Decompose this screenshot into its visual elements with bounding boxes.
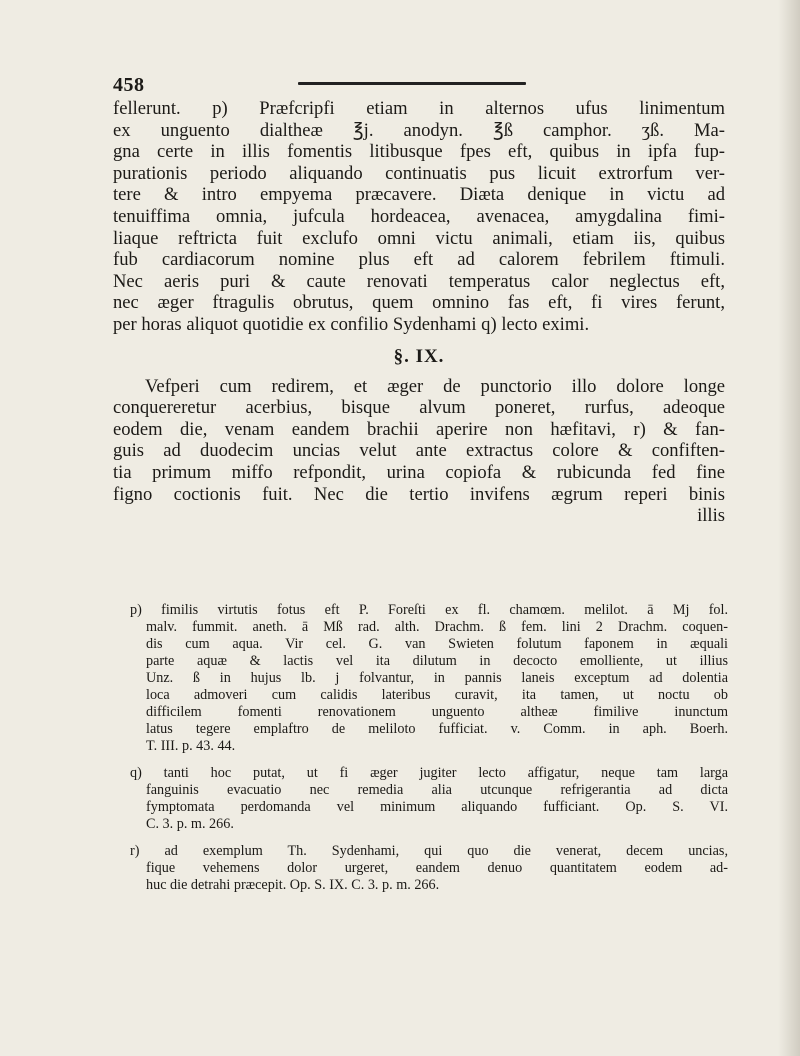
text-line: purationis periodo aliquando continuatis pus licuit extrorfum ver-	[113, 162, 725, 184]
text-line: illis	[697, 505, 725, 527]
footnote-line: fique vehemens dolor urgeret, eandem denuo quantitatem eodem ad-	[146, 860, 728, 876]
footnote	[130, 843, 728, 894]
footnote-line: r) ad exemplum Th. Sydenhami, qui quo die venerat, decem uncias,	[130, 843, 728, 859]
page-number: 458	[113, 74, 145, 96]
text-line: tere & intro empyema præcavere. Diæta denique in victu ad	[113, 184, 725, 206]
text-line: tenuiffima omnia, jufcula hordeacea, avenacea, amygdalina fimi-	[113, 205, 725, 227]
footnote-gap	[130, 755, 728, 765]
footnote-line: p) fimilis virtutis fotus eft P. Foreſti ex fl. chamœm. melilot. ā Mj fol.	[130, 602, 728, 618]
footnote-line: C. 3. p. m. 266.	[146, 816, 234, 832]
footnote	[130, 602, 728, 755]
text-line: liaque reftricta fuit exclufo omni victu animali, etiam iis, quibus	[113, 227, 725, 249]
footnote-line: difficilem fomenti renovationem unguento altheæ fimilive inunctum	[146, 704, 728, 720]
text-line: tia primum miffo refpondit, urina copiofa & rubicunda fed fine	[113, 461, 725, 483]
footnote-line: fanguinis evacuatio nec remedia alia utcunque refrigerantia ad dicta	[146, 782, 728, 798]
header-rule	[298, 82, 526, 85]
footnote-line: malv. fummit. aneth. ā Mß rad. alth. Drachm. ß fem. lini 2 Drachm. coquen-	[146, 619, 728, 635]
text-line: Nec aeris puri & caute renovati temperatus calor neglectus eft,	[113, 270, 725, 292]
footnote-line: q) tanti hoc putat, ut fi æger jugiter lecto affigatur, neque tam larga	[130, 765, 728, 781]
footnote-line: fymptomata perdomanda vel minimum aliquando fufficiant. Op. S. VI.	[146, 799, 728, 815]
footnote-line: Unz. ß in hujus lb. j folvantur, in pannis laneis exceptum ad dolentia	[146, 670, 728, 686]
text-line: conquereretur acerbius, bisque alvum poneret, rurfus, adeoque	[113, 397, 725, 419]
text-line: Vefperi cum redirem, et æger de punctorio illo dolore longe	[145, 375, 725, 397]
footnote-line: T. III. p. 43. 44.	[146, 738, 236, 754]
text-line: eodem die, venam eandem brachii aperire non hæfitavi, r) & fan-	[113, 418, 725, 440]
footnote-line: dis cum aqua. Vir cel. G. van Swieten folutum faponem in æquali	[146, 636, 728, 652]
text-line: fub cardiacorum nomine plus eft ad calorem febrilem ftimuli.	[113, 249, 725, 271]
paragraph-section-ix	[113, 376, 725, 527]
footnote	[130, 765, 728, 833]
text-line: gna certe in illis fomentis litibusque fpes eft, quibus in ipfa fup-	[113, 141, 725, 163]
footnote-line: latus tegere emplaftro de meliloto fufficiat. v. Comm. in aph. Boerh.	[146, 721, 728, 737]
main-text	[113, 98, 725, 527]
paragraph-body	[113, 98, 725, 336]
footnote-line: parte aquæ & lactis vel ita dilutum in decocto emolliente, ut illius	[146, 653, 728, 669]
footnotes	[130, 602, 728, 894]
section-heading: §. IX.	[393, 345, 445, 367]
footnote-gap	[130, 833, 728, 843]
footnote-line: huc die detrahi præcepit. Op. S. IX. C. 3. p. m. 266.	[146, 877, 440, 893]
text-line: ex unguento dialtheæ ℥j. anodyn. ℥ß camphor. ʒß. Ma-	[113, 119, 725, 141]
footnote-line: loca admoveri cum calidis lateribus curavit, ita tamen, ut noctu ob	[146, 687, 728, 703]
text-line: nec æger ftragulis obrutus, quem omnino fas eft, fi vires ferunt,	[113, 292, 725, 314]
text-line: guis ad duodecim uncias velut ante extractus colore & confiften-	[113, 440, 725, 462]
page-edge-shadow	[778, 0, 800, 1056]
text-line: figno coctionis fuit. Nec die tertio invifens ægrum reperi binis	[113, 483, 725, 505]
text-line: fellerunt. p) Præfcripfi etiam in alternos ufus linimentum	[113, 98, 725, 119]
text-line: per horas aliquot quotidie ex confilio Sydenhami q) lecto eximi.	[113, 313, 590, 335]
